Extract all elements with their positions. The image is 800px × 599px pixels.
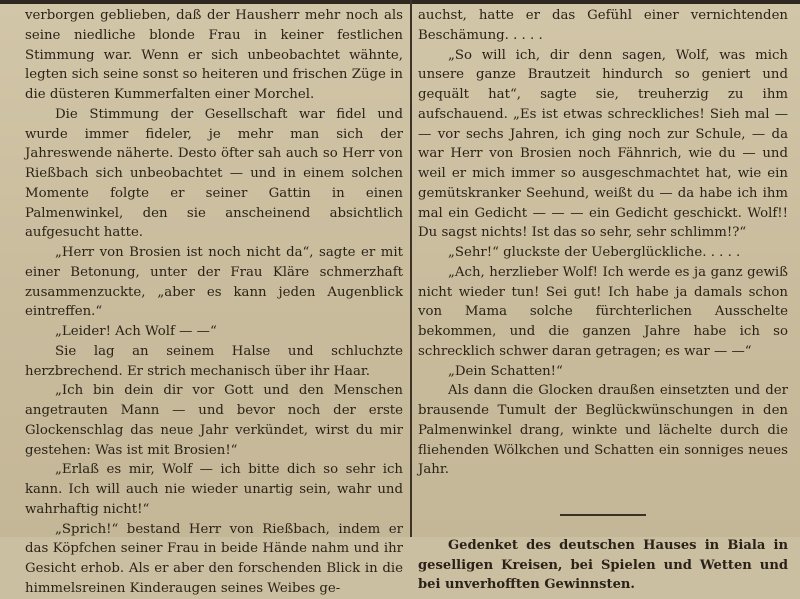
section-separator-rule xyxy=(560,514,646,516)
paragraph: „Herr von Brosien ist noch nicht da“, sagte er mit einer Betonung, unter der Frau Kläre schmerzhaft zusammenzuckte, „aber es kann jeden Augenblick eintreffen.“ xyxy=(25,245,403,320)
paragraph: Als dann die Glocken draußen einsetzten und der brausende Tumult der Beglückwünschungen in den Palmenwinkel drang, winkte und lächelte durch die fliehenden Wölkchen und Schatten ein sonniges neues Jahr. xyxy=(418,383,788,478)
right-column xyxy=(418,6,788,595)
paragraph: Sie lag an seinem Halse und schluchzte herzbrechend. Er strich mechanisch über ihr Haar. xyxy=(25,343,403,379)
paragraph: Die Stimmung der Gesellschaft war fidel und wurde immer fideler, je mehr man sich der Jahreswende näherte. Desto öfter sah auch so Herr von Rießbach sich unbeobachtet — und in einem solchen Momente folgte er seiner Gattin in einen Palmenwinkel, den sie anscheinend absichtlich aufgesucht hatte. xyxy=(25,106,403,241)
paragraph: „Dein Schatten!“ xyxy=(448,363,563,379)
paragraph: „Sprich!“ bestand Herr von Rießbach, indem er das Köpfchen seiner Frau in beide Hände nahm und ihr Gesicht erhob. Als er aber den forschenden Blick in die himmelsreinen Kinderaugen seines Weibes ge- xyxy=(25,521,403,596)
paragraph: „So will ich, dir denn sagen, Wolf, was mich unsere ganze Brautzeit hindurch so geniert und gequält hat“, sagte sie, treuherzig zu ihm aufschauend. „Es ist etwas schreckliches! Sieh mal — — vor sechs Jahren, ich ging noch zur Schule, — da war Herr von Brosien noch Fähnrich, wie du — und weil er mich immer so ausgeschmachtet hat, wie ein gemütskranker Seehund, weißt du — da habe ich ihm mal ein Gedicht — — — ein Gedicht geschickt. Wolf!! Du sagst nichts! Ist das so sehr, sehr schlimm!?“ xyxy=(418,47,788,241)
paragraph: „Leider! Ach Wolf — —“ xyxy=(55,324,217,339)
paragraph: „Ach, herzlieber Wolf! Ich werde es ja ganz gewiß nicht wieder tun! Sei gut! Ich habe ja damals schon von Mama solche fürchterlichen Ausschelte bekommen, und die ganzen Jahre habe ich so schrecklich schwer daran getragen; es war — —“ xyxy=(418,264,788,359)
left-column xyxy=(25,6,403,599)
column-divider xyxy=(410,0,412,537)
paragraph: „Erlaß es mir, Wolf — ich bitte dich so sehr ich kann. Ich will auch nie wieder unartig sein, wahr und wahrhaftig nicht!“ xyxy=(25,462,403,517)
paragraph: „Sehr!“ gluckste der Ueberglückliche. . . . . xyxy=(448,245,741,260)
notice-text: Gedenket des deutschen Hauses in Biala in geselligen Kreisen, bei Spielen und Wetten und bei unverhofften Gewinnsten. xyxy=(418,538,788,592)
top-border-line xyxy=(0,0,800,4)
paragraph: auchst, hatte er das Gefühl einer vernichtenden Beschämung. . . . . xyxy=(418,8,788,43)
paragraph: verborgen geblieben, daß der Hausherr mehr noch als seine niedliche blonde Frau in keiner festlichen Stimmung war. Wenn er sich unbeobachtet wähnte, legten sich seine sonst so heiteren und frischen Züge in die düsteren Kummerfalten einer Morchel. xyxy=(25,8,403,102)
paragraph: „Ich bin dein dir vor Gott und den Menschen angetrauten Mann — und bevor noch der erste Glockenschlag das neue Jahr verkündet, wirst du mir gestehen: Was ist mit Brosien!“ xyxy=(25,383,403,458)
